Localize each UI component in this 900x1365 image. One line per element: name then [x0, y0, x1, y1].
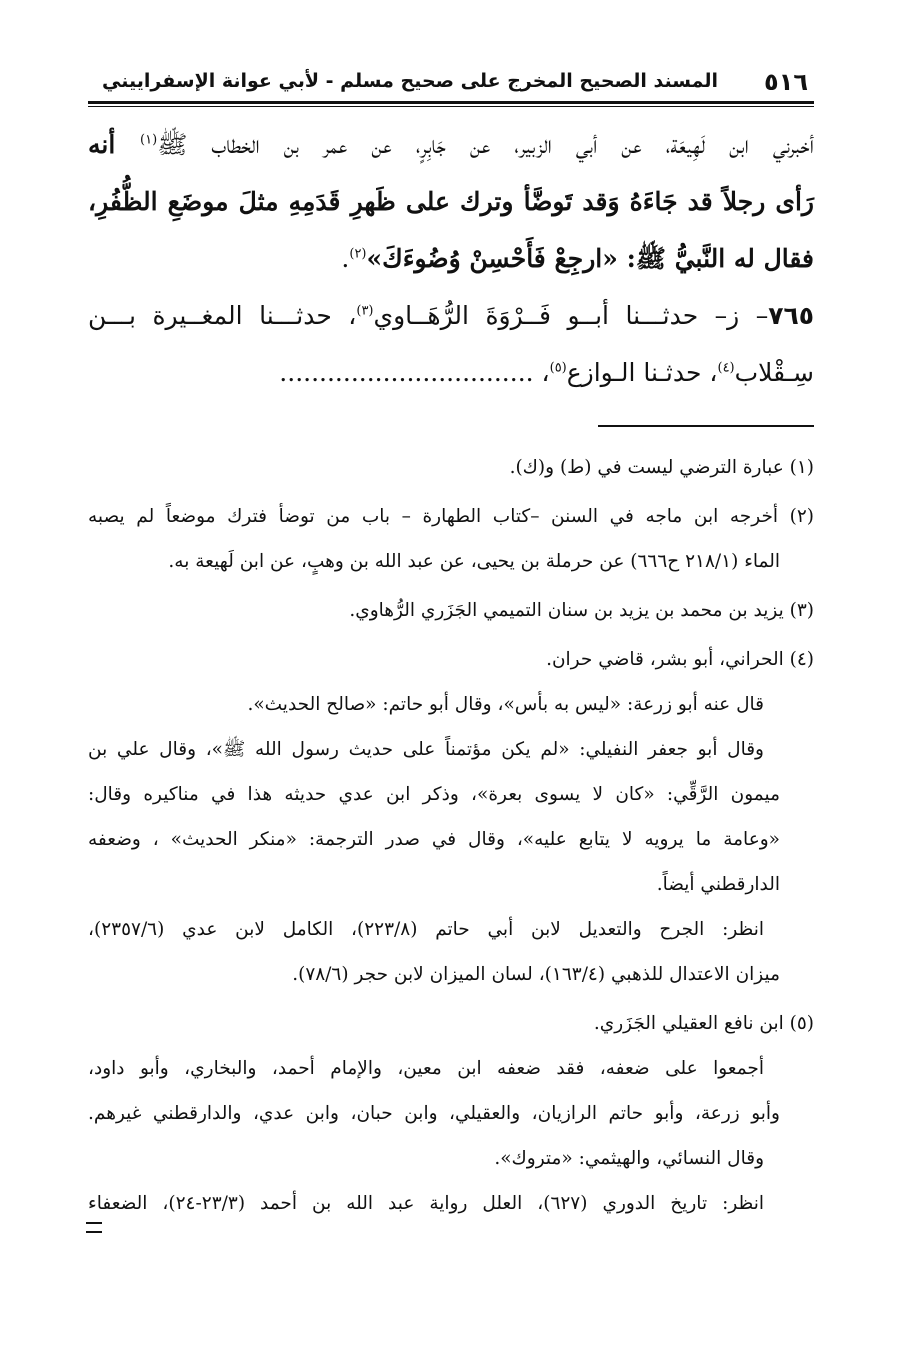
footnote-ref: (١)	[140, 132, 158, 148]
footnote-line: وقال النسائي، والهيثمي: «متروك».	[494, 1148, 764, 1169]
main-line: أخبرني ابن لَهِيعَة، عن أبي الزبير، عن جَابِرٍ، عن عمر بن الخطاب ﷺ$^{(١)}$ أنه	[88, 130, 814, 159]
footnote-line: الدارقطني أيضاً.	[656, 874, 780, 895]
footnote-line: وقال أبو جعفر النفيلي: «لم يكن مؤتمناً على حديث رسول الله ﷺ»، وقال علي بن	[88, 739, 764, 760]
continuation-mark	[86, 1222, 102, 1233]
main-line: رَأى رجلاً قد جَاءَهُ وَقد تَوضَّأ وترك على ظَهرِ قَدَمِهِ مثلَ موضَعِ الظُّفُرِ،	[88, 187, 814, 216]
footnote-line: ميزان الاعتدال للذهبي (١٦٣/٤)، لسان الميزان لابن حجر (٧٨/٦).	[292, 964, 780, 985]
main-line: فقال له النَّبيُّ ﷺ: «ارجِعْ فَأَحْسِنْ وُضُوءَكَ»$^{(٢)}$.	[341, 244, 814, 273]
running-title: المسند الصحيح المخرج على صحيح مسلم - لأبي عوانة الإسفراييني	[102, 70, 718, 92]
footnote-line: انظر: الجرح والتعديل لابن أبي حاتم (٢٢٣/٨)، الكامل لابن عدي (٢٣٥٧/٦)،	[88, 919, 764, 940]
main-line: ٧٦٥– ز– حدثـــنا أبــو فَــرْوَةَ الرُّهَــاوي$^{(٣)}$، حدثـــنا المغــيرة بـــن	[88, 301, 814, 330]
main-text	[88, 118, 814, 403]
footnote-line: (٤) الحراني، أبو بشر، قاضي حران.	[546, 649, 814, 670]
footnote-ref: (٤)	[717, 360, 735, 376]
footnote-line: قال عنه أبو زرعة: «ليس به بأس»، وقال أبو حاتم: «صالح الحديث».	[247, 694, 764, 715]
footnote-separator	[598, 425, 814, 427]
header-rule-thick	[88, 101, 814, 104]
hadith-number: ٧٦٥	[768, 301, 814, 330]
footnote-ref: (٣)	[356, 303, 374, 319]
page-number: ٥١٦	[764, 68, 808, 96]
footnote-ref: (٥)	[549, 360, 567, 376]
footnote-ref: (٢)	[349, 246, 367, 262]
footnote-line: أجمعوا على ضعفه، فقد ضعفه ابن معين، والإمام أحمد، والبخاري، وأبو داود،	[88, 1058, 764, 1079]
footnote-line: الماء (٢١٨/١ ح٦٦٦) عن حرملة بن يحيى، عن عبد الله بن وهبٍ، عن ابن لَهيعة به.	[168, 551, 780, 572]
footnote-line: (٣) يزيد بن محمد بن يزيد بن سنان التميمي الجَزَري الرُّهاوي.	[349, 600, 814, 621]
footnote-line: (٢) أخرجه ابن ماجه في السنن –كتاب الطهارة – باب من توضأ فترك موضعاً لم يصبه	[88, 506, 814, 527]
footnote-line: (١) عبارة الترضي ليست في (ط) و(ك).	[509, 457, 814, 478]
footnote-line: ميمون الرَّقِّي: «كان لا يسوى بعرة»، وذكر ابن عدي حديثه هذا في مناكيره وقال:	[88, 784, 780, 805]
header-rule-thin	[88, 106, 814, 107]
footnote-line: «وعامة ما يرويه لا يتابع عليه»، وقال في صدر الترجمة: «منكر الحديث» ، وضعفه	[88, 829, 780, 850]
footnote-line: (٥) ابن نافع العقيلي الجَزَري.	[593, 1013, 814, 1034]
main-line: سِـقْلاب$^{(٤)}$، حدثـنا الـوازع$^{(٥)}$، ................................	[279, 358, 814, 387]
footnote-line: وأبو زرعة، وأبو حاتم الرازيان، والعقيلي، وابن حبان، وابن عدي، والدارقطني غيرهم.	[88, 1103, 780, 1124]
running-header	[88, 68, 814, 102]
footnote-line: انظر: تاريخ الدوري (٦٢٧)، العلل رواية عبد الله بن أحمد (٢٣/٣-٢٤)، الضعفاء	[88, 1193, 764, 1214]
footnotes	[88, 446, 814, 1227]
